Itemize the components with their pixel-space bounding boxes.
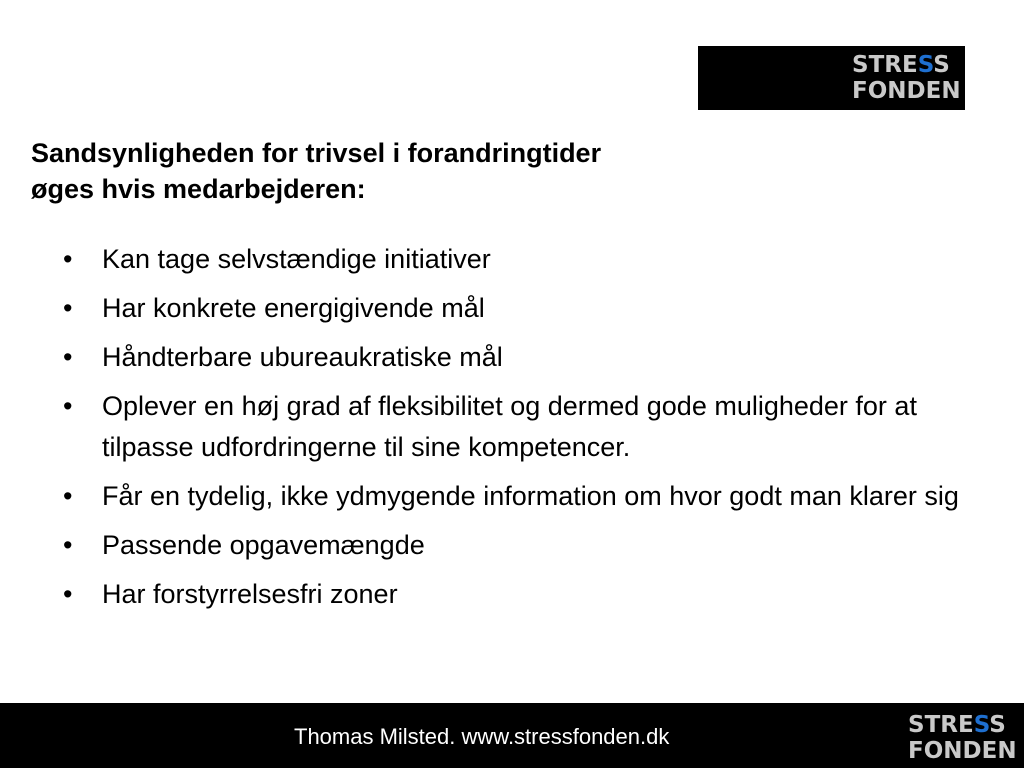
footer-credit: Thomas Milsted. www.stressfonden.dk [294,724,670,749]
bullet-item [58,574,998,615]
bullet-marker: • [63,530,73,560]
bullet-text: Passende opgavemængde [102,530,425,560]
footer-logo-line-1: STRESS [908,712,1006,738]
bullet-text: Håndterbare ubureaukratiske mål [102,342,503,372]
heading-line-1: Sandsynligheden for trivsel i forandringtider [31,138,602,168]
bullet-text: Kan tage selvstændige initiativer [102,244,491,274]
bullet-item [58,476,998,517]
bullet-text: Har forstyrrelsesfri zoner [102,579,398,609]
bullet-text: Oplever en høj grad af fleksibilitet og dermed gode muligheder for at tilpasse udfordringerne til sine kompetencer. [102,391,917,462]
bullet-marker: • [63,391,73,421]
stressfonden-logo [698,46,965,110]
footer-bar [0,703,1024,768]
bullet-marker: • [63,293,73,323]
bullet-item [58,386,998,468]
bullet-item [58,337,998,378]
bullet-item [58,525,998,566]
footer-logo-line-2: FONDEN [908,738,1017,764]
bullet-marker: • [63,481,73,511]
bullet-text: Har konkrete energigivende mål [102,293,485,323]
bullet-list [58,239,998,623]
footer-logo [906,711,1016,763]
bullet-marker: • [63,244,73,274]
bullet-text: Får en tydelig, ikke ydmygende information om hvor godt man klarer sig [102,481,959,511]
bullet-item [58,288,998,329]
slide-heading [31,135,791,207]
heading-line-2: øges hvis medarbejderen: [31,174,366,204]
logo-line-2: FONDEN [852,78,961,104]
bullet-item [58,239,998,280]
bullet-marker: • [63,579,73,609]
logo-line-1: STRESS [852,52,950,78]
bullet-marker: • [63,342,73,372]
